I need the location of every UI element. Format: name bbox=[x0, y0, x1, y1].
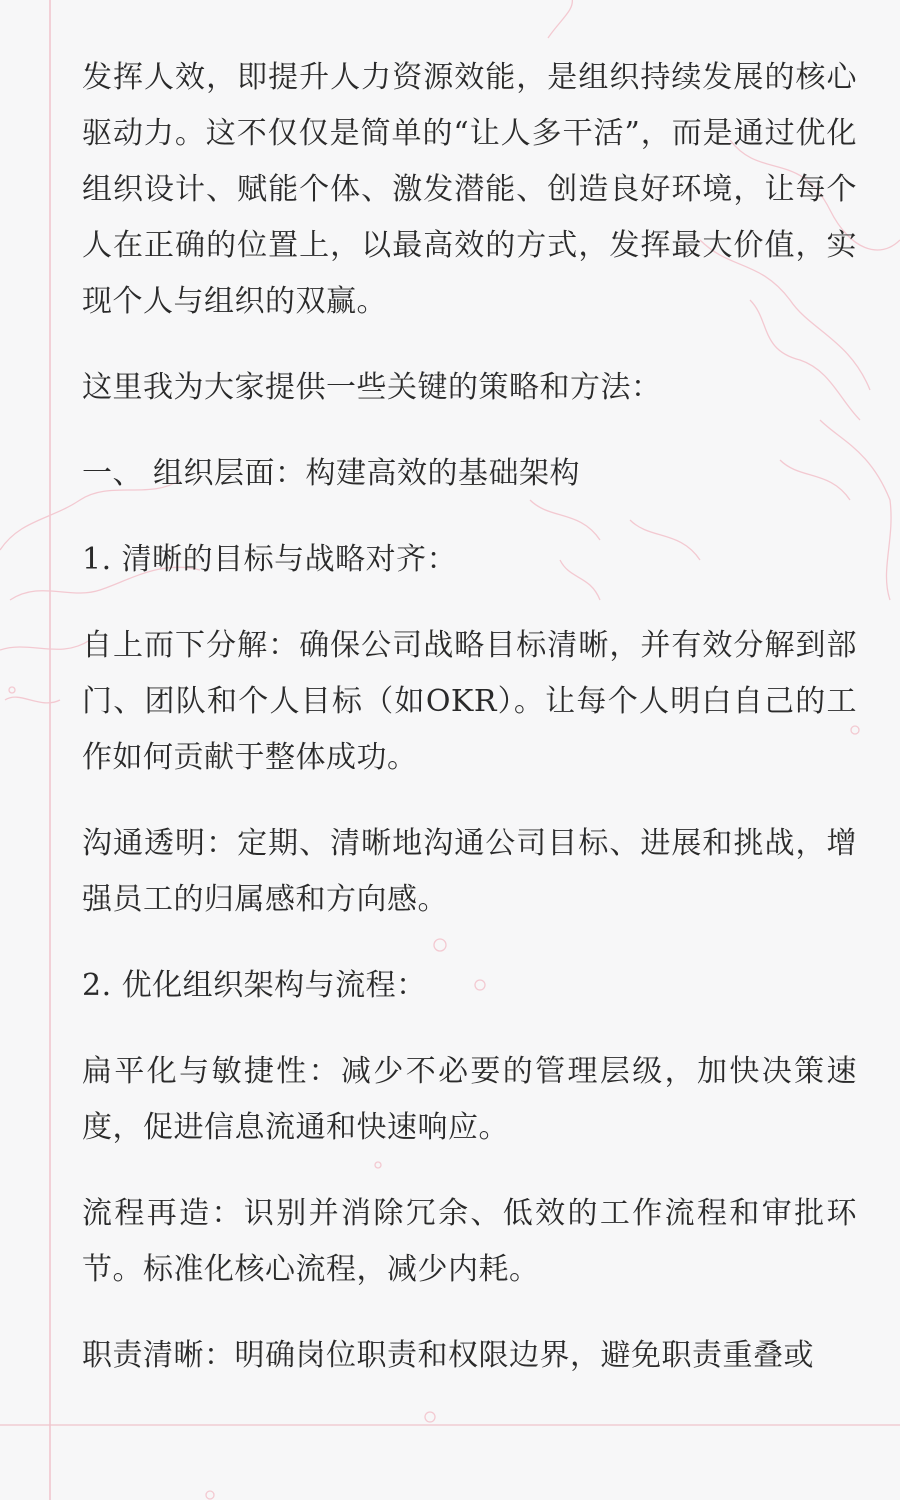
clear-responsibilities-paragraph: 职责清晰：明确岗位职责和权限边界，避免职责重叠或 bbox=[82, 1338, 814, 1373]
article-body bbox=[82, 50, 857, 1414]
section-heading-organization: 一、 组织层面：构建高效的基础架构 bbox=[82, 456, 581, 491]
goal-decomposition-paragraph: 自上而下分解：确保公司战略目标清晰，并有效分解到部门、团队和个人目标（如OKR）。让每个人明白自己的工作如何贡献于整体成功。 bbox=[82, 628, 857, 775]
subheading-goal-alignment: 1. 清晰的目标与战略对齐： bbox=[82, 542, 458, 577]
intro-paragraph: 发挥人效，即提升人力资源效能，是组织持续发展的核心驱动力。这不仅仅是简单的“让人多干活”，而是通过优化组织设计、赋能个体、激发潜能、创造良好环境，让每个人在正确的位置上，以最高效的方式，发挥最大价值，实现个人与组织的双赢。 bbox=[82, 60, 857, 319]
transparent-communication-paragraph: 沟通透明：定期、清晰地沟通公司目标、进展和挑战，增强员工的归属感和方向感。 bbox=[82, 826, 857, 917]
subheading-structure-process: 2. 优化组织架构与流程： bbox=[82, 968, 427, 1003]
process-reengineering-paragraph: 流程再造：识别并消除冗余、低效的工作流程和审批环节。标准化核心流程，减少内耗。 bbox=[82, 1196, 857, 1287]
flat-agile-paragraph: 扁平化与敏捷性：减少不必要的管理层级，加快决策速度，促进信息流通和快速响应。 bbox=[82, 1054, 857, 1145]
strategy-intro-paragraph: 这里我为大家提供一些关键的策略和方法： bbox=[82, 370, 662, 405]
